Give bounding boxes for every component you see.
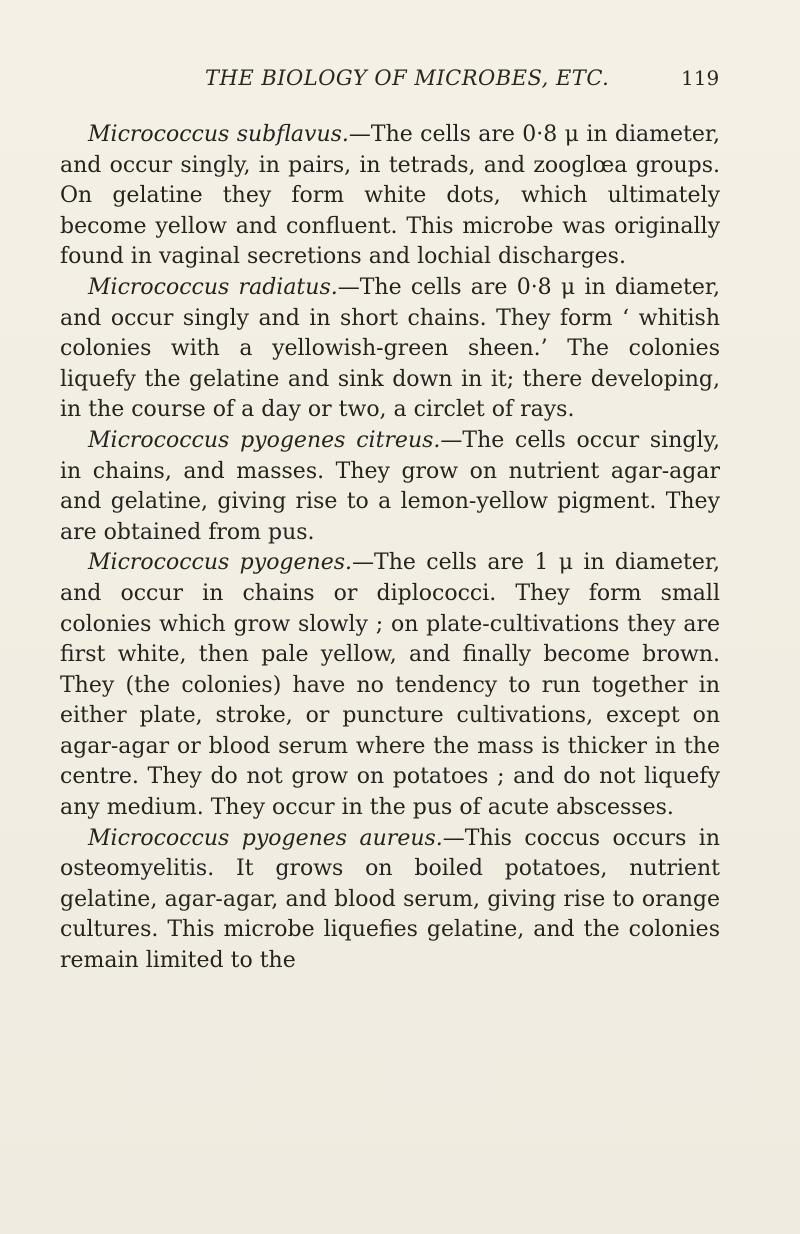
paragraph-text: —The cells are 0·8 μ in diameter, and occur singly and in short chains. They form ‘ whitish colonies with a yellowish-green sheen.’ The colonies liquefy the gelatine and sink down in it; there developing, in the course of a day or two, a circlet of rays. [60, 274, 720, 423]
species-name: Micrococcus pyogenes. [88, 550, 353, 576]
paragraph-pyogenes-aureus [60, 824, 720, 977]
species-name: Micrococcus radiatus. [88, 274, 338, 300]
paragraph-text: —This coccus occurs in osteomyelitis. It grows on boiled potatoes, nutrient gelatine, agar-agar, and blood serum, giving rise to orange cultures. This microbe liquefies gelatine, and the colonies remain limited to the [60, 825, 720, 974]
species-name: Micrococcus subflavus. [88, 122, 349, 147]
paragraph-text: —The cells occur singly, in chains, and masses. They grow on nutrient agar-agar and gelatine, giving rise to a lemon-yellow pigment. They are obtained from pus. [60, 427, 721, 545]
paragraph-radiatus [60, 273, 720, 426]
page-number: 119 [681, 66, 720, 90]
paragraph-subflavus [60, 120, 720, 273]
species-name: Micrococcus pyogenes aureus. [88, 825, 443, 851]
paragraph-text: —The cells are 1 μ in diameter, and occur in chains or diplococci. They form small colonies which grow slowly ; on plate-cultivations they are first white, then pale yellow, and finally become brown. They (the colonies) have no tendency to run together in either plate, stroke, or puncture cultivations, except on agar-agar or blood serum where the mass is thicker in the centre. They do not grow on potatoes ; and do not liquefy any medium. They occur in the pus of acute abscesses. [60, 550, 720, 821]
paragraph-pyogenes-citreus [60, 426, 720, 548]
paragraph-pyogenes [60, 548, 720, 823]
paragraph-text: —The cells are 0·8 μ in diameter, and occur singly, in pairs, in tetrads, and zooglœa groups. On gelatine they form white dots, which ultimately become yellow and confluent. This microbe was originally found in vaginal secretions and lochial discharges. [60, 122, 720, 270]
running-head: THE BIOLOGY OF MICROBES, ETC. [205, 66, 610, 90]
body-text [60, 120, 720, 977]
species-name: Micrococcus pyogenes citreus. [88, 427, 441, 453]
